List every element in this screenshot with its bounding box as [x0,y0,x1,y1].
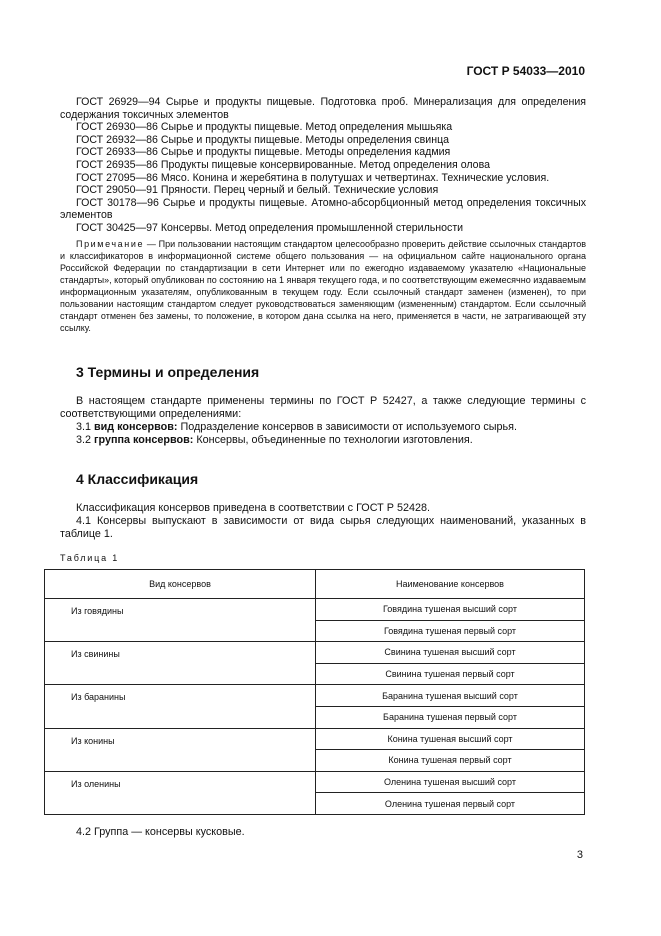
reference-item: ГОСТ 30178—96 Сырье и продукты пищевые. Атомно-абсорбционный метод определения токсичных элементов [60,196,586,222]
note-label: Примечание [76,239,145,249]
kind-cell: Из свинины [45,642,316,685]
page-number: 3 [576,849,583,861]
table-row [45,685,585,707]
kind-cell: Из оленины [45,771,316,814]
reference-item: ГОСТ 30425—97 Консервы. Метод определения промышленной стерильности [76,221,464,234]
section-4-title: 4 Классификация [76,471,199,487]
term-number: 3.2 [76,434,92,446]
name-cell: Баранина тушеная первый сорт [316,706,585,728]
term-definition-1 [60,421,586,434]
name-cell: Свинина тушеная первый сорт [316,663,585,685]
section-4-2: 4.2 Группа — консервы кусковые. [76,826,245,838]
reference-item: ГОСТ 26930—86 Сырье и продукты пищевые. Метод определения мышьяка [76,121,453,134]
reference-item: ГОСТ 26932—86 Сырье и продукты пищевые. Методы определения свинца [76,133,450,146]
section-4-intro: Классификация консервов приведена в соответствии с ГОСТ Р 52428. [76,502,430,514]
table-caption: Таблица 1 [60,553,119,563]
term-definition: Подразделение консервов в зависимости от используемого сырья. [180,421,517,433]
name-cell: Говядина тушеная первый сорт [316,620,585,642]
table-row [45,771,585,793]
name-cell: Говядина тушеная высший сорт [316,599,585,621]
name-cell: Конина тушеная первый сорт [316,750,585,772]
term-name: группа консервов: [94,434,194,446]
note-paragraph [60,238,586,334]
term-number: 3.1 [76,421,92,433]
name-cell: Баранина тушеная высший сорт [316,685,585,707]
reference-item: ГОСТ 27095—86 Мясо. Конина и жеребятина в полутушах и четвертинах. Технические условия. [76,171,550,184]
reference-item: ГОСТ 29050—91 Пряности. Перец черный и белый. Технические условия [76,184,439,197]
table-row [45,599,585,621]
header-name: Наименование консервов [316,570,585,599]
section-4-1: 4.1 Консервы выпускают в зависимости от вида сырья следующих наименований, указанных в таблице 1. [60,515,586,540]
name-cell: Свинина тушеная высший сорт [316,642,585,664]
section-3-intro: В настоящем стандарте применены термины по ГОСТ Р 52427, а также следующие термины с соответствующими определениями: [60,395,586,420]
name-cell: Оленина тушеная первый сорт [316,793,585,815]
kind-cell: Из баранины [45,685,316,728]
reference-item: ГОСТ 26935—86 Продукты пищевые консервированные. Метод определения олова [76,158,490,171]
table-header-row [45,570,585,599]
table-row [45,642,585,664]
term-definition: Консервы, объединенные по технологии изготовления. [196,434,473,446]
document-code: ГОСТ Р 54033—2010 [466,64,585,78]
reference-item: ГОСТ 26929—94 Сырье и продукты пищевые. Подготовка проб. Минерализация для определения содержания токсичных элементов [60,96,586,121]
note-text: — При пользовании настоящим стандартом целесообразно проверить действие ссылочных стандартов и классификаторов в информационной системе общего пользования — на официальном сайте национального органа Российской Федерации по стандартизации в сети Интернет или по ежегодно издаваемому указателю «Национальные стандарты», который опубликован по состоянию на 1 января текущего года, и по соответствующим ежемесячно издаваемым информационным указателям, опубликованным в текущем году. Если ссылочный стандарт заменен (изменен), то при пользовании настоящим стандартом следует руководствоваться заменяющим (измененным) стандартом. Если ссылочный стандарт отменен без замены, то положение, в котором дана ссылка на него, применяется в части, не затрагивающей эту ссылку. [60,239,586,333]
kind-cell: Из говядины [45,599,316,642]
header-kind: Вид консервов [45,570,316,599]
normative-references [60,96,586,235]
name-cell: Конина тушеная высший сорт [316,728,585,750]
term-name: вид консервов: [94,421,178,433]
reference-item: ГОСТ 26933—86 Сырье и продукты пищевые. Методы определения кадмия [76,146,451,159]
classification-table [44,569,585,815]
table-row [45,728,585,750]
kind-cell: Из конины [45,728,316,771]
name-cell: Оленина тушеная высший сорт [316,771,585,793]
term-definition-2 [60,434,586,447]
section-3-title: 3 Термины и определения [76,364,260,380]
